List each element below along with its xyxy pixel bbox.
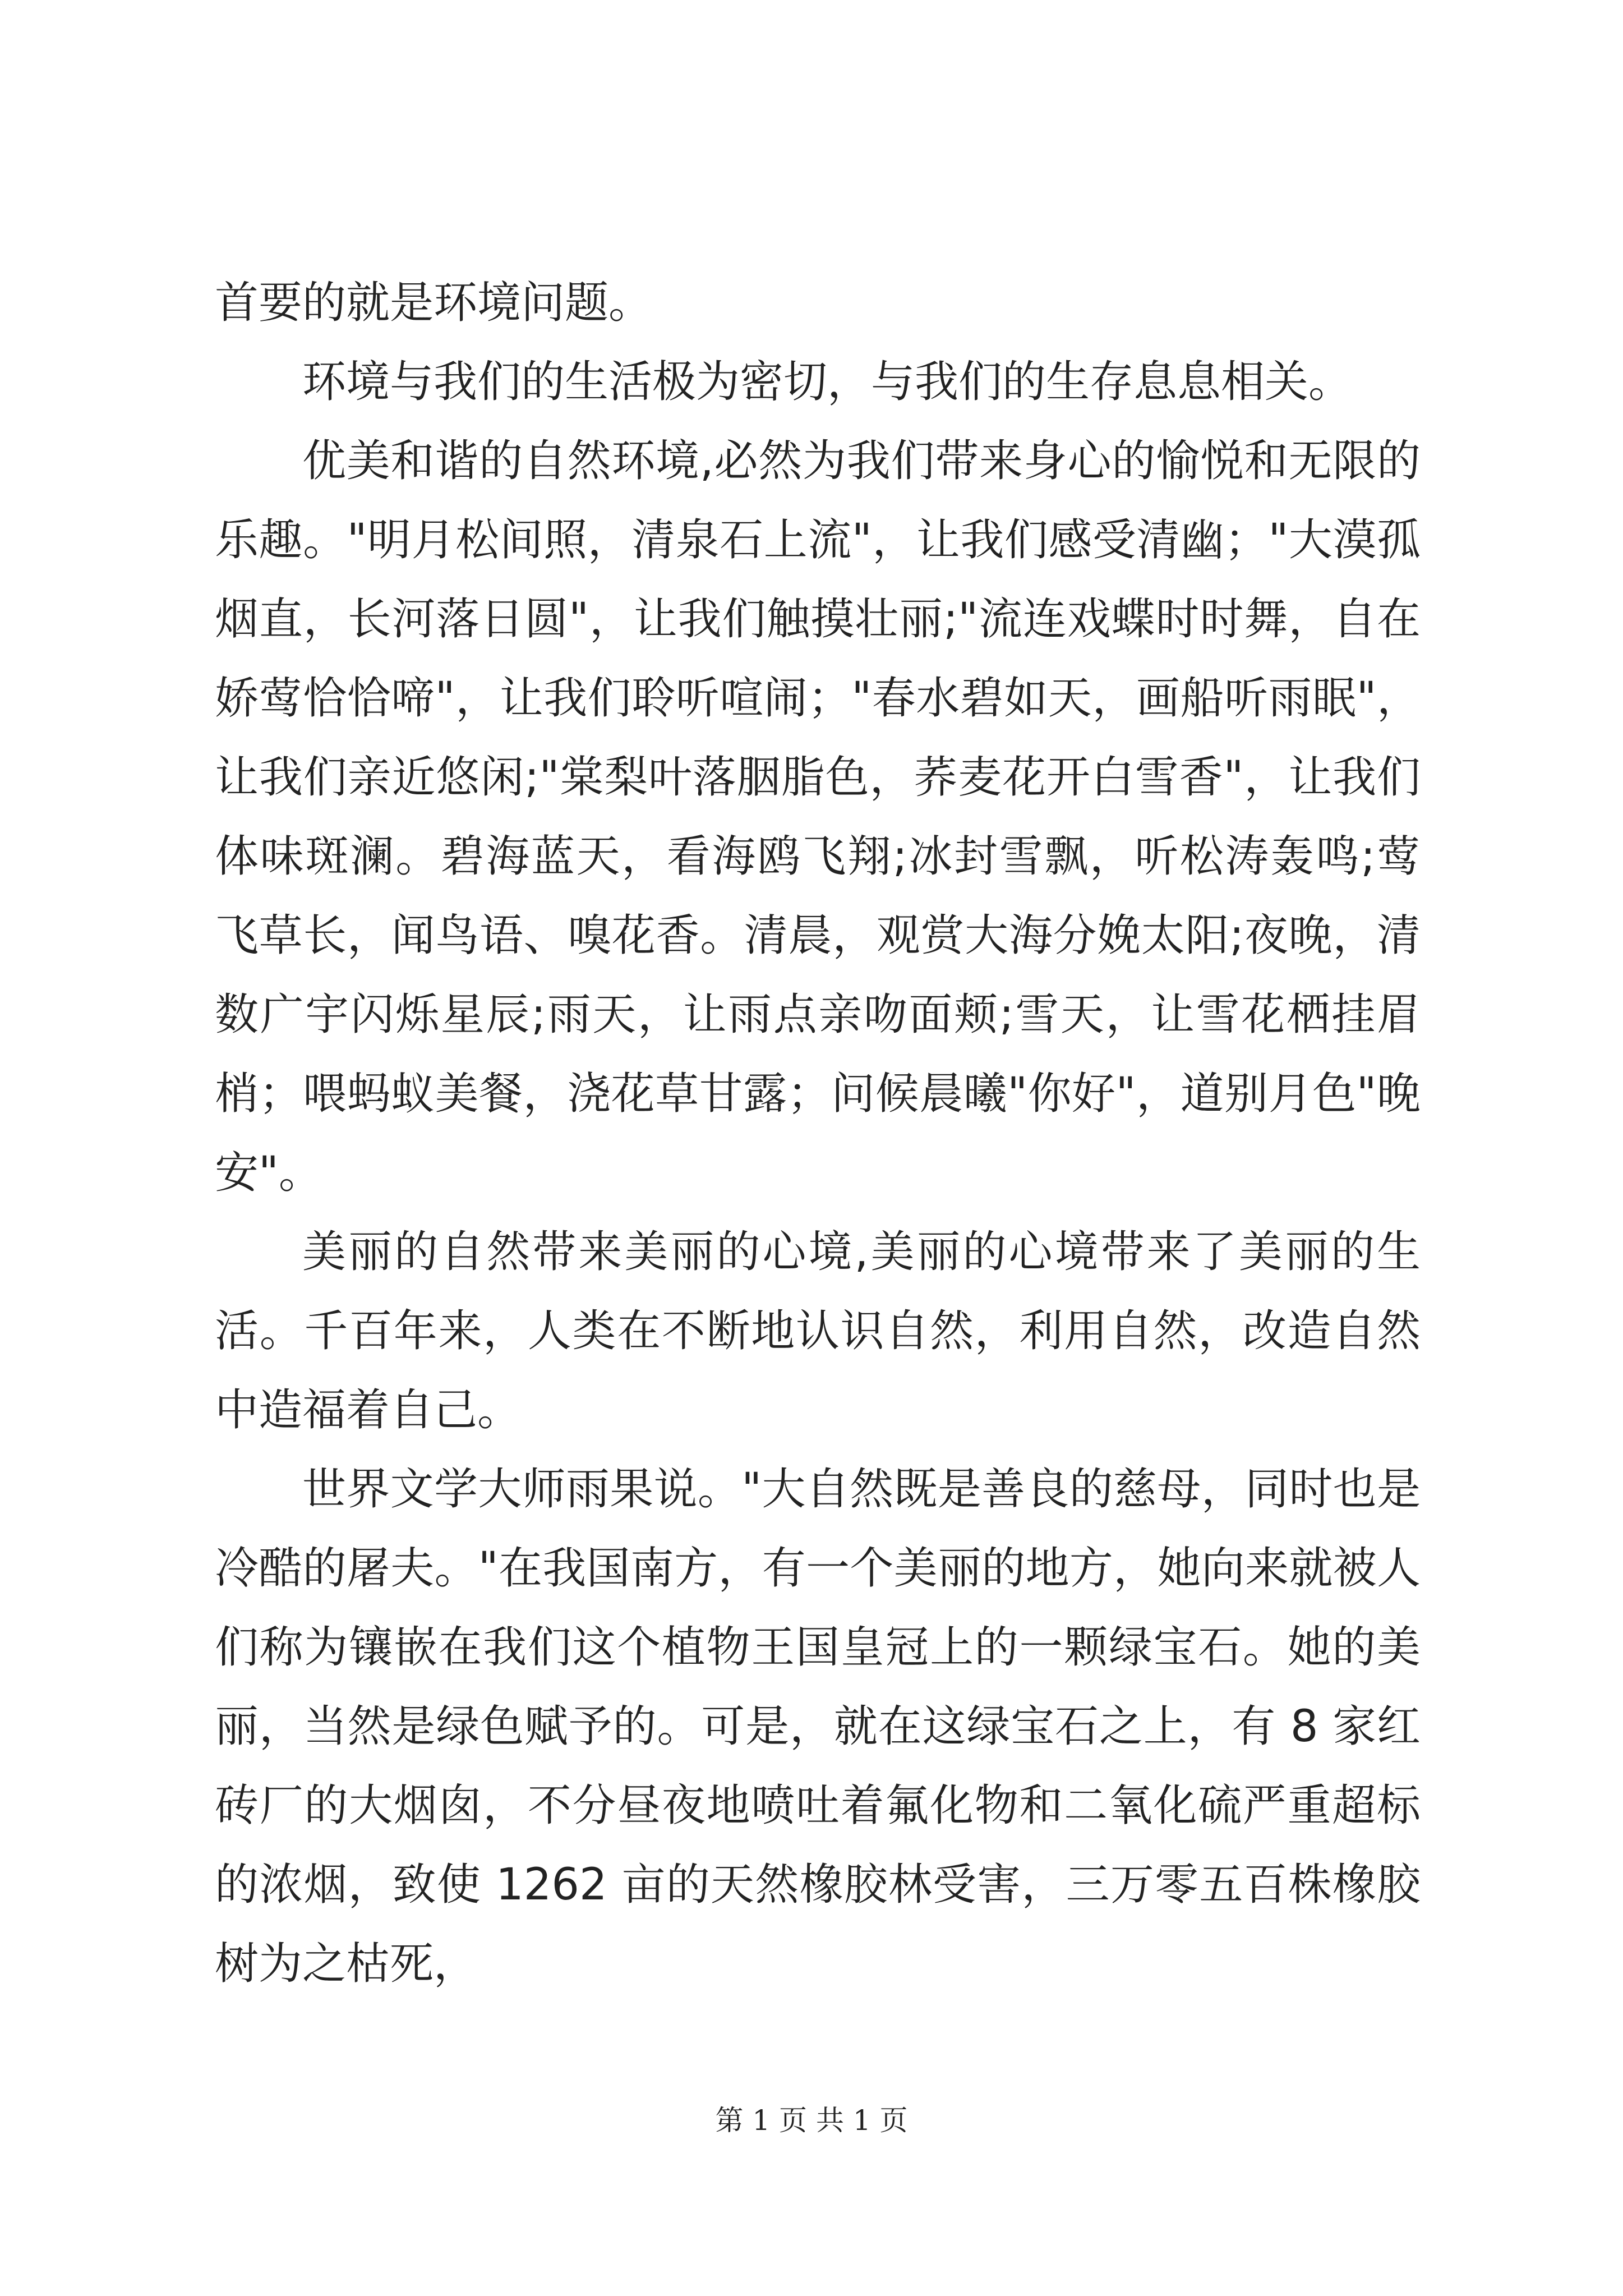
- paragraph: 环境与我们的生活极为密切，与我们的生存息息相关。: [302, 357, 1353, 407]
- paragraph: 首要的就是环境问题。: [215, 278, 653, 328]
- document-body: [215, 264, 1421, 2004]
- paragraph: 世界文学大师雨果说。"大自然既是善良的慈母，同时也是冷酷的屠夫。"在我国南方，有一个美丽的地方，她向来就被人们称为镶嵌在我们这个植物王国皇冠上的一颗绿宝石。她的美丽，当然是绿色赋予的。可是，就在这绿宝石之上，有 8 家红砖厂的大烟囱，不分昼夜地喷吐着氟化物和二氧化硫严重超标的浓烟，致使 1262 亩的天然橡胶林受害，三万零五百株橡胶树为之枯死，: [215, 1464, 1421, 1989]
- page-footer: 第 1 页 共 1 页: [715, 2104, 908, 2137]
- paragraph: 美丽的自然带来美丽的心境,美丽的心境带来了美丽的生活。千百年来，人类在不断地认识自然，利用自然，改造自然中造福着自己。: [215, 1227, 1421, 1435]
- paragraph: 优美和谐的自然环境,必然为我们带来身心的愉悦和无限的乐趣。"明月松间照，清泉石上流"，让我们感受清幽；"大漠孤烟直，长河落日圆"，让我们触摸壮丽;"流连戏蝶时时舞，自在娇莺恰恰啼"，让我们聆听喧闹；"春水碧如天，画船听雨眠"，让我们亲近悠闲;"棠梨叶落胭脂色，荞麦花开白雪香"，让我们体味斑澜。碧海蓝天，看海鸥飞翔;冰封雪飘，听松涛轰鸣;莺飞草长，闻鸟语、嗅花香。清晨，观赏大海分娩太阳;夜晚，清数广宇闪烁星辰;雨天，让雨点亲吻面颊;雪天，让雪花栖挂眉梢；喂蚂蚁美餐，浇花草甘露；问候晨曦"你好"，道别月色"晚安"。: [215, 436, 1421, 1198]
